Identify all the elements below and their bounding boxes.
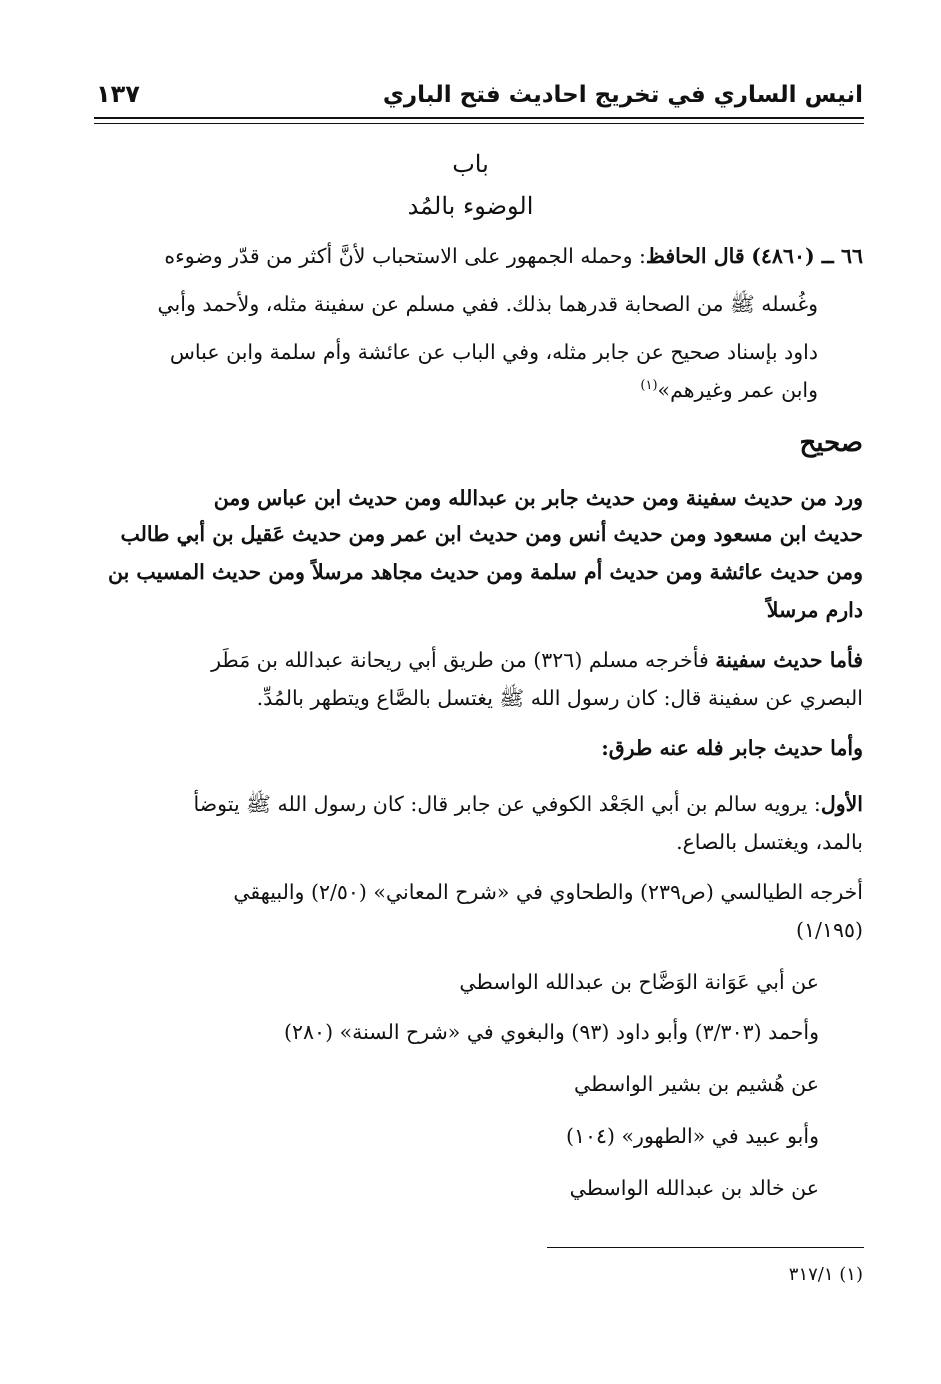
entry-line-4 bbox=[640, 378, 818, 402]
para4-rest: : يرويه سالم بن أبي الجَعْد الكوفي عن جابر قال: كان رسول الله ﷺ يتوضأ bbox=[193, 792, 821, 816]
entry-text: : وحمله الجمهور على الاستحباب لأنَّ أكثر من قدّر وضوءه bbox=[164, 244, 646, 268]
para5-line-2: (١/١٩٥) bbox=[796, 918, 863, 942]
chapter-label: باب bbox=[452, 150, 489, 178]
chain-line-5: عن خالد بن عبدالله الواسطي bbox=[569, 1176, 819, 1200]
para1-line-1: ورد من حديث سفينة ومن حديث جابر بن عبدالله ومن حديث ابن عباس ومن bbox=[213, 486, 863, 510]
entry-number: ٦٦ ــ (٤٨٦٠) bbox=[751, 244, 863, 268]
entry-speaker: قال الحافظ bbox=[645, 244, 745, 268]
para3-line: وأما حديث جابر فله عنه طرق: bbox=[601, 736, 863, 760]
para2-line-2: البصري عن سفينة قال: كان رسول الله ﷺ يغتسل بالصَّاع ويتطهر بالمُدِّ. bbox=[256, 686, 863, 710]
para1-line-3: ومن حديث عائشة ومن حديث أم سلمة ومن حديث مجاهد مرسلاً ومن حديث المسيب بن bbox=[107, 560, 863, 584]
chain-line-4: وأبو عبيد في «الطهور» (١٠٤) bbox=[565, 1124, 819, 1148]
grade-heading: صحيح bbox=[799, 428, 863, 458]
para4-lead: الأول bbox=[820, 792, 863, 816]
footnote: (١) ٣١٧/١ bbox=[788, 1264, 863, 1285]
para1-line-2: حديث ابن مسعود ومن حديث أنس ومن حديث ابن عمر ومن حديث عَقيل بن أبي طالب bbox=[120, 522, 863, 546]
para4-line-2: بالمد، ويغتسل بالصاع. bbox=[676, 830, 863, 854]
chain-line-2: وأحمد (٣/٣٠٣) وأبو داود (٩٣) والبغوي في «شرح السنة» (٢٨٠) bbox=[284, 1020, 819, 1044]
para2-line-1 bbox=[211, 648, 863, 672]
para2-rest: فأخرجه مسلم (٣٢٦) من طريق أبي ريحانة عبدالله بن مَطَر bbox=[211, 648, 716, 672]
chain-line-3: عن هُشيم بن بشير الواسطي bbox=[574, 1072, 819, 1096]
chain-line-1: عن أبي عَوَانة الوَضَّاح بن عبدالله الواسطي bbox=[459, 970, 819, 994]
header-rule-thin bbox=[94, 123, 864, 124]
entry-line-2: وغُسله ﷺ من الصحابة قدرهما بذلك. ففي مسلم عن سفينة مثله، ولأحمد وأبي bbox=[157, 292, 818, 316]
running-header-title: انيس الساري في تخريج احاديث فتح الباري bbox=[382, 82, 863, 108]
para1-line-4: دارم مرسلاً bbox=[766, 598, 863, 622]
para5-line-1: أخرجه الطيالسي (ص٢٣٩) والطحاوي في «شرح المعاني» (٢/٥٠) والبيهقي bbox=[233, 880, 863, 904]
para2-lead: فأما حديث سفينة bbox=[715, 648, 863, 672]
header-rule-thick bbox=[94, 117, 864, 119]
entry-line-3: داود بإسناد صحيح عن جابر مثله، وفي الباب عن عائشة وأم سلمة وابن عباس bbox=[169, 340, 818, 364]
footnote-marker: (١) bbox=[640, 378, 658, 394]
page-number: ١٣٧ bbox=[96, 80, 140, 108]
entry-line-4-text: وابن عمر وغيرهم» bbox=[657, 378, 818, 402]
chapter-title: الوضوء بالمُد bbox=[407, 192, 534, 220]
para4-line-1 bbox=[194, 792, 863, 822]
footnote-rule bbox=[547, 1247, 864, 1248]
entry-line-1 bbox=[164, 244, 863, 268]
